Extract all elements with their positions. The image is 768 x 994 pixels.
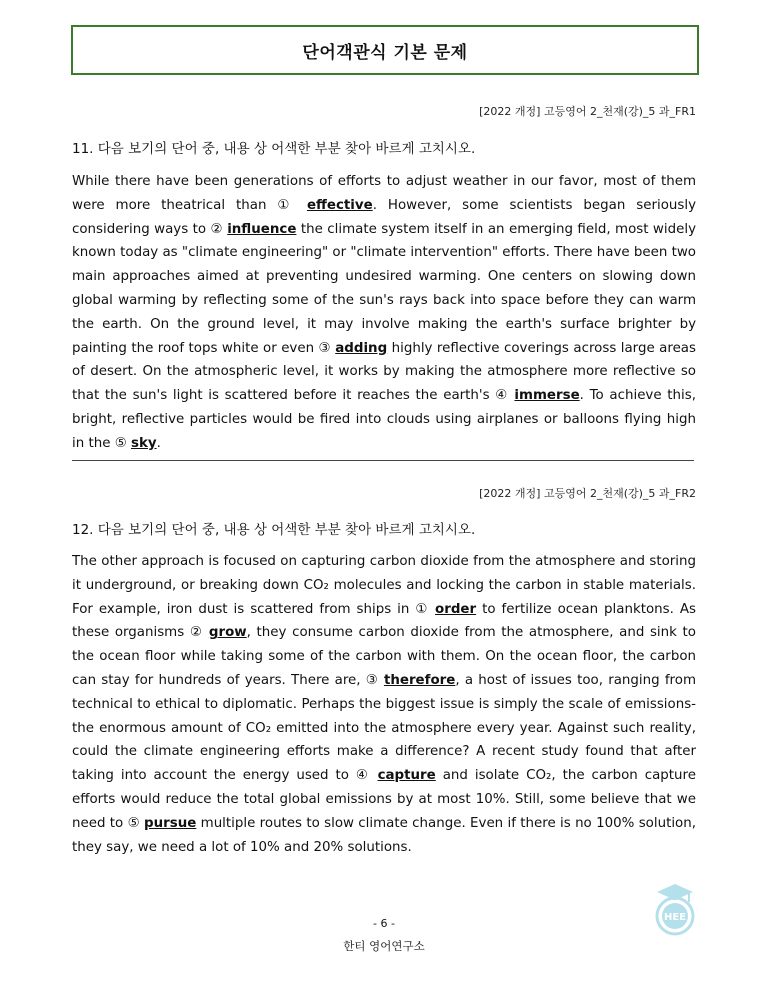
q11-passage — [72, 170, 696, 456]
q11-option-3: adding — [335, 340, 388, 356]
q12-option-5: pursue — [144, 815, 197, 831]
footer-text: 한티 영어연구소 — [343, 939, 425, 953]
logo-text: HEE — [663, 912, 687, 923]
q11-option-2: influence — [227, 221, 297, 237]
q11-text-6: . — [156, 435, 161, 451]
q11-option-1: effective — [306, 197, 373, 213]
q11-text-4: highly reflective coverings across large areas of desert. On the atmospheric level, it works by making the atmosphere more reflective so that the sun's light is scattered before it reaches the earth's ④ — [72, 340, 696, 404]
page-number: - 6 - — [373, 917, 395, 930]
q12-passage — [72, 550, 696, 859]
q11-text-5: . To achieve this, bright, reflective particles would be fired into clouds using airplanes or balloons flying high in the ⑤ — [72, 388, 696, 451]
q11-heading: 11. 다음 보기의 단어 중, 내용 상 어색한 부분 찾아 바르게 고치시오. — [72, 141, 476, 157]
q12-heading: 12. 다음 보기의 단어 중, 내용 상 어색한 부분 찾아 바르게 고치시오. — [72, 522, 476, 538]
q12-text-6: multiple routes to slow climate change. Even if there is no 100% solution, they say, we need a lot of 10% and 20% solutions. — [72, 815, 696, 855]
q11-option-4: immerse — [514, 388, 580, 404]
q12-text-2: to fertilize ocean planktons. As these organisms ② — [72, 601, 696, 641]
q12-text-3: , they consume carbon dioxide from the atmosphere, and sink to the ocean floor while taking some of the carbon with them. On the ocean floor, the carbon can stay for hundreds of years. There are, ③ — [72, 625, 696, 688]
q11-option-5: sky — [130, 435, 157, 451]
q11-text-2: . However, some scientists began seriously considering ways to ② — [72, 197, 696, 237]
q11-source: [2022 개정] 고등영어 2_천재(강)_5 과_FR1 — [479, 105, 696, 118]
q12-option-1: order — [435, 601, 477, 617]
institute-logo-icon — [651, 878, 699, 936]
q12-text-1: The other approach is focused on capturing carbon dioxide from the atmosphere and storing it underground, or breaking down CO₂ molecules and locking the carbon in stable materials. For example, iron dust is scattered from ships in ① — [72, 554, 696, 617]
q12-option-2: grow — [208, 625, 247, 641]
page-title: 단어객관식 기본 문제 — [302, 42, 468, 63]
q11-text-1: While there have been generations of efforts to adjust weather in our favor, most of them were more theatrical than ① — [72, 174, 696, 213]
q12-source: [2022 개정] 고등영어 2_천재(강)_5 과_FR2 — [479, 487, 696, 500]
title-box — [71, 25, 699, 75]
q11-text-3: the climate system itself in an emerging field, most widely known today as "climate engineering" or "climate intervention" efforts. There have been two main approaches aimed at preventing undesired warming. One centers on slowing down global warming by reflecting some of the sun's rays back into space before they can warm the earth. On the ground level, it may involve making the earth's surface brighter by painting the roof tops white or even ③ — [72, 221, 696, 356]
q12-text-4: , a host of issues too, ranging from technical to ethical to diplomatic. Perhaps the biggest issue is simply the scale of emissions-the enormous amount of CO₂ emitted into the atmosphere every year. Against such reality, could the climate engineering efforts make a difference? A recent study found that after taking into account the energy used to ④ — [72, 672, 697, 784]
q12-option-4: capture — [377, 768, 436, 784]
q12-option-3: therefore — [383, 672, 456, 688]
q12-text-5: and isolate CO₂, the carbon capture efforts would reduce the total global emissions by at most 10%. Still, some believe that we need to ⑤ — [72, 768, 696, 831]
separator-line — [72, 460, 694, 461]
